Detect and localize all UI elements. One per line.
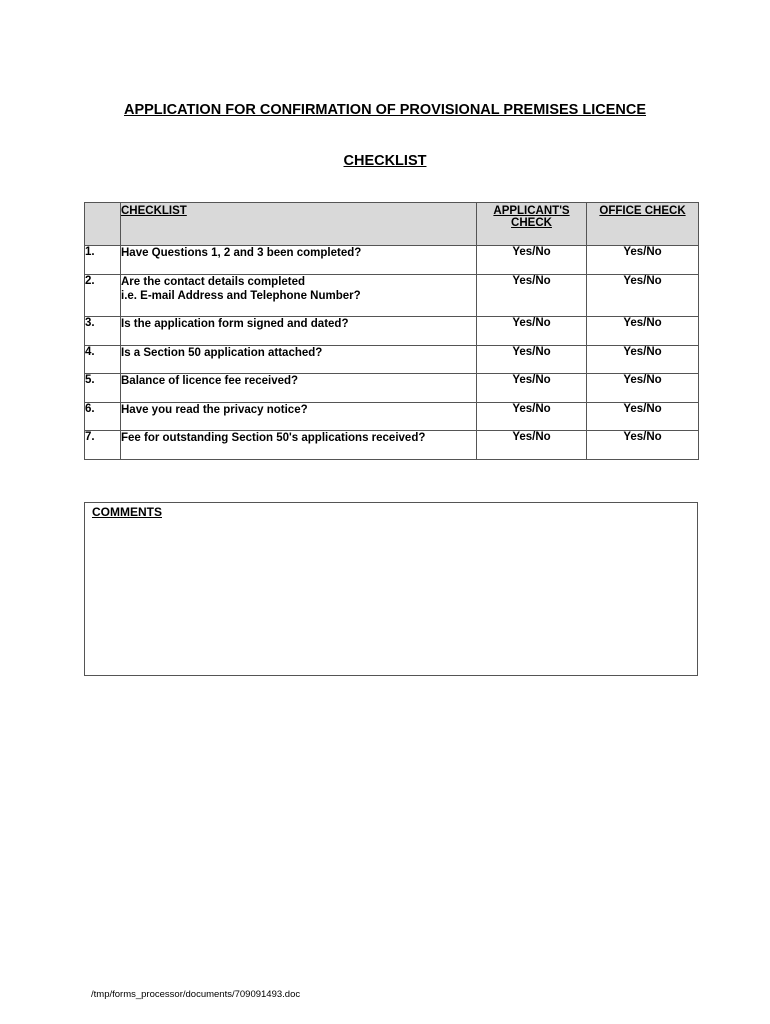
- table-row: [85, 275, 699, 317]
- table-row: [85, 403, 699, 431]
- footer-file-path: /tmp/forms_processor/documents/709091493.doc: [91, 989, 301, 1000]
- header-applicant-check: APPLICANT'S CHECK: [477, 203, 587, 246]
- applicant-check-cell[interactable]: Yes/No: [477, 374, 587, 403]
- checklist-table: [84, 202, 699, 460]
- row-number: 2.: [85, 275, 121, 317]
- table-row: [85, 374, 699, 403]
- row-item: Is a Section 50 application attached?: [121, 346, 477, 374]
- row-item: Have Questions 1, 2 and 3 been completed?: [121, 246, 477, 275]
- row-number: 3.: [85, 317, 121, 346]
- header-number-cell: [85, 203, 121, 246]
- office-check-cell[interactable]: Yes/No: [587, 346, 699, 374]
- applicant-check-cell[interactable]: Yes/No: [477, 403, 587, 431]
- document-title: APPLICATION FOR CONFIRMATION OF PROVISIONAL PREMISES LICENCE: [123, 102, 647, 118]
- row-item-line2: i.e. E-mail Address and Telephone Number?: [121, 290, 361, 302]
- row-item: Fee for outstanding Section 50's applications received?: [121, 431, 477, 460]
- comments-label: COMMENTS: [92, 505, 162, 519]
- header-checklist: CHECKLIST: [121, 203, 477, 246]
- applicant-check-cell[interactable]: Yes/No: [477, 275, 587, 317]
- row-item-line1: Are the contact details completed: [121, 276, 306, 288]
- applicant-check-cell[interactable]: Yes/No: [477, 317, 587, 346]
- office-check-cell[interactable]: Yes/No: [587, 431, 699, 460]
- table-row: [85, 317, 699, 346]
- table-row: [85, 431, 699, 460]
- office-check-cell[interactable]: Yes/No: [587, 403, 699, 431]
- table-row: [85, 246, 699, 275]
- row-item: Is the application form signed and dated?: [121, 317, 477, 346]
- row-item: Have you read the privacy notice?: [121, 403, 477, 431]
- checklist-subtitle: CHECKLIST: [343, 153, 427, 169]
- applicant-check-cell[interactable]: Yes/No: [477, 246, 587, 275]
- row-number: 1.: [85, 246, 121, 275]
- row-number: 5.: [85, 374, 121, 403]
- office-check-cell[interactable]: Yes/No: [587, 246, 699, 275]
- office-check-cell[interactable]: Yes/No: [587, 317, 699, 346]
- row-item: Balance of licence fee received?: [121, 374, 477, 403]
- row-number: 4.: [85, 346, 121, 374]
- applicant-check-cell[interactable]: Yes/No: [477, 431, 587, 460]
- row-number: 7.: [85, 431, 121, 460]
- row-item: [121, 275, 477, 317]
- office-check-cell[interactable]: Yes/No: [587, 374, 699, 403]
- table-row: [85, 346, 699, 374]
- office-check-cell[interactable]: Yes/No: [587, 275, 699, 317]
- applicant-check-cell[interactable]: Yes/No: [477, 346, 587, 374]
- row-number: 6.: [85, 403, 121, 431]
- comments-box[interactable]: [84, 502, 698, 676]
- header-office-check: OFFICE CHECK: [587, 203, 699, 246]
- table-header-row: [85, 203, 699, 246]
